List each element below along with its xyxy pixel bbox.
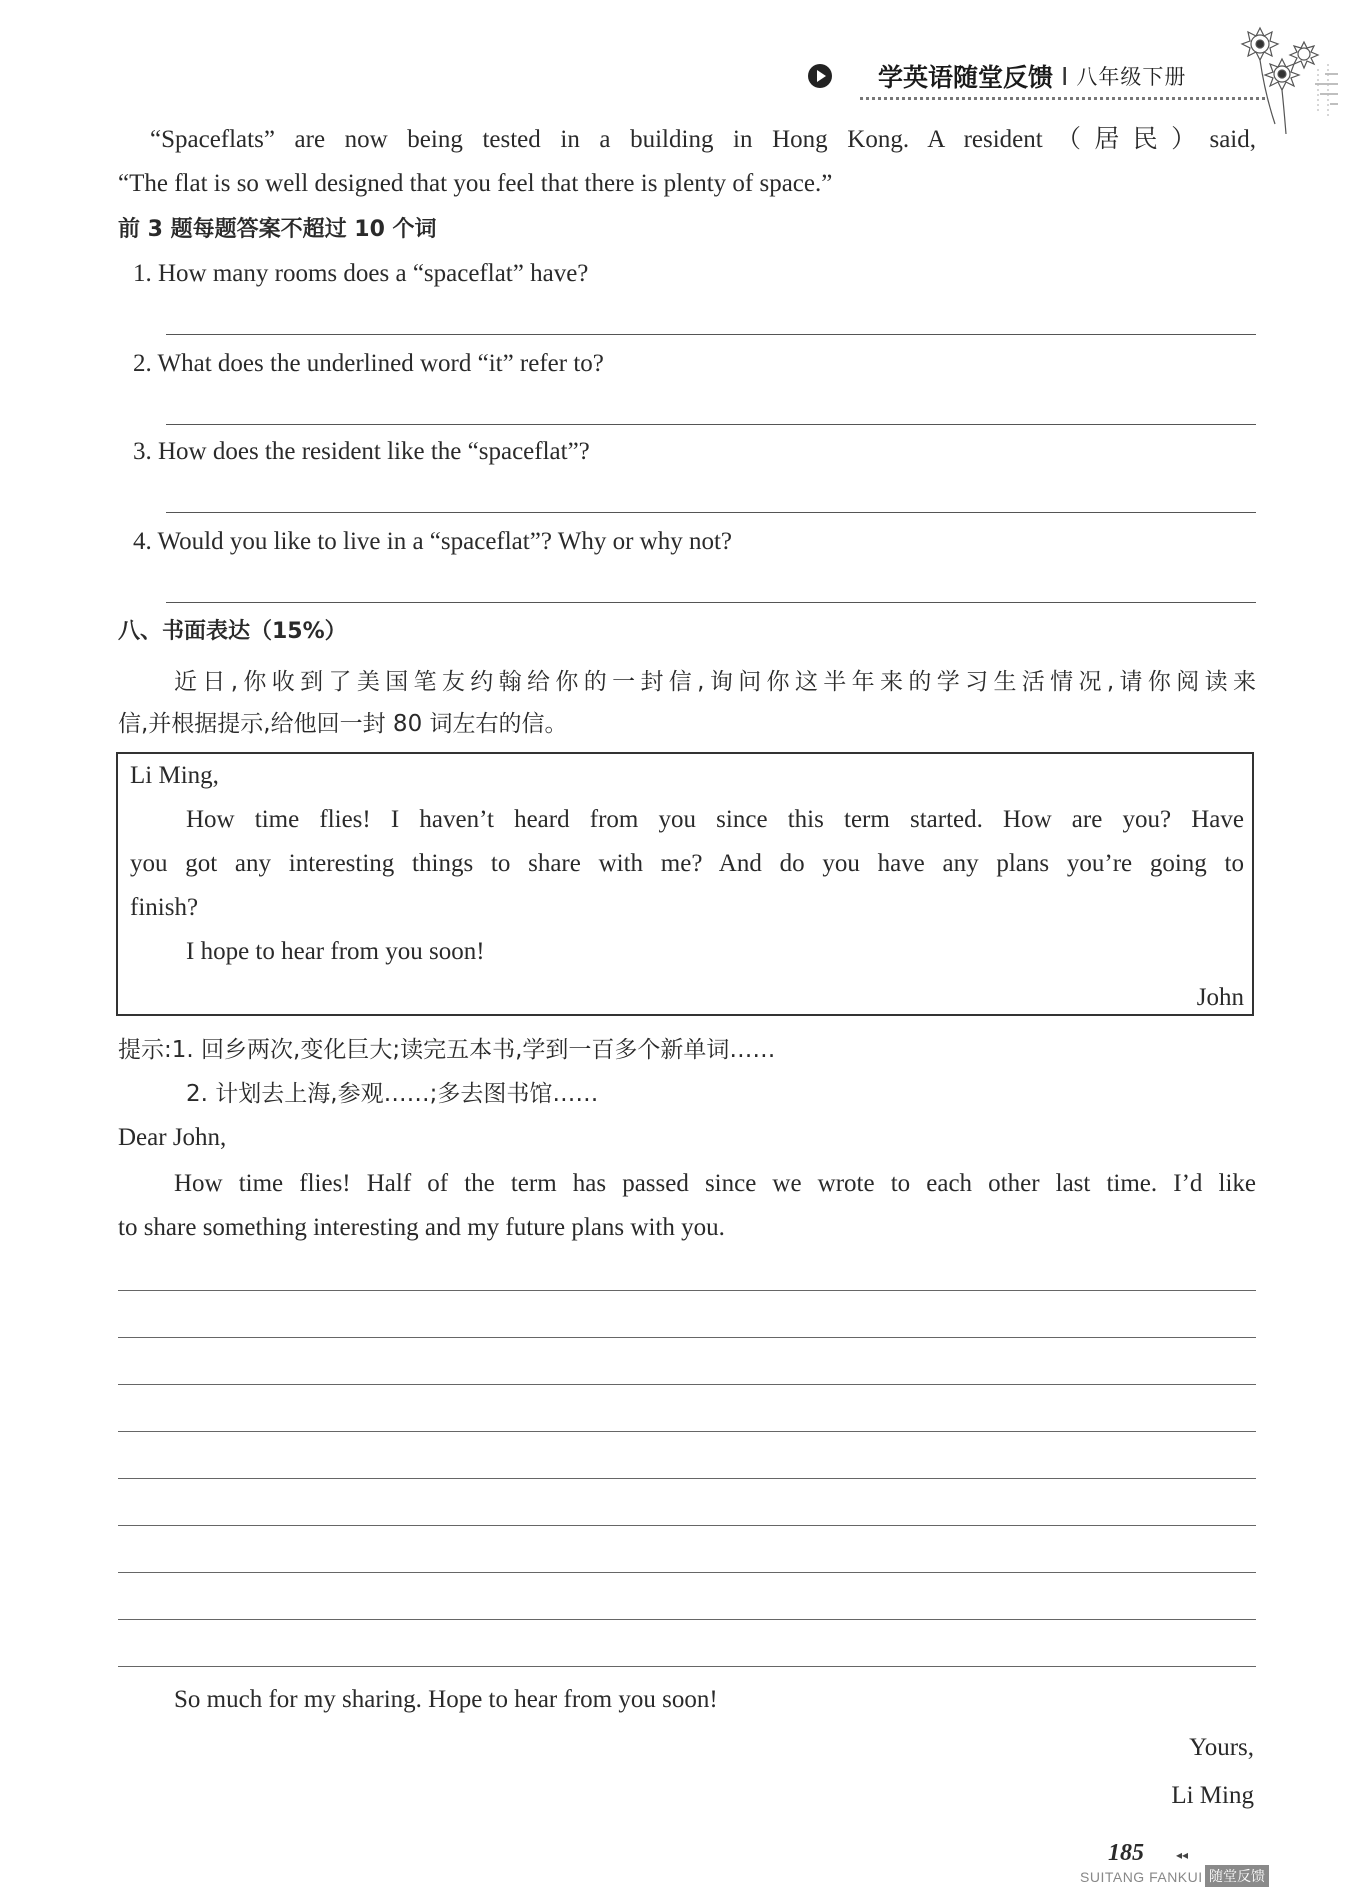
reply-sign-off: Yours, <box>1189 1734 1254 1761</box>
footer-label-en: SUITANG FANKUI <box>1080 1869 1203 1885</box>
answer-line-3[interactable] <box>166 512 1256 513</box>
passage-line-1: “Spaceflats” are now being tested in a building in Hong Kong. A resident（居民）said, <box>150 126 1256 153</box>
grade-label: 八年级下册 <box>1076 65 1187 89</box>
question-instruction: 前 3 题每题答案不超过 10 个词 <box>118 217 437 242</box>
letter-greeting: Li Ming, <box>130 762 219 789</box>
reply-opening-line-1: How time flies! Half of the term has passed since we wrote to each other last time. I’d like <box>174 1170 1256 1197</box>
letter-body-line-1: How time flies! I haven’t heard from you since this term started. How are you? Have <box>186 806 1244 833</box>
question-3: 3. How does the resident like the “spaceflat”? <box>133 438 590 465</box>
answer-line-4[interactable] <box>166 602 1256 603</box>
reply-closing: So much for my sharing. Hope to hear from you soon! <box>174 1686 718 1713</box>
writing-line[interactable] <box>118 1290 1256 1291</box>
letter-body-line-4: I hope to hear from you soon! <box>186 938 485 965</box>
play-circle-icon <box>808 64 832 88</box>
question-4: 4. Would you like to live in a “spaceflat”? Why or why not? <box>133 528 732 555</box>
reply-greeting: Dear John, <box>118 1124 227 1151</box>
page-number: 185 <box>1108 1840 1144 1866</box>
answer-line-1[interactable] <box>166 334 1256 335</box>
letter-body-line-3: finish? <box>130 894 199 921</box>
writing-prompt-line-1: 近日,你收到了美国笔友约翰给你的一封信,询问你这半年来的学习生活情况,请你阅读来 <box>174 669 1256 695</box>
writing-line[interactable] <box>118 1525 1256 1526</box>
writing-line[interactable] <box>118 1431 1256 1432</box>
writing-line[interactable] <box>118 1478 1256 1479</box>
writing-line[interactable] <box>118 1384 1256 1385</box>
writing-line[interactable] <box>118 1666 1256 1667</box>
letter-body-line-2: you got any interesting things to share with me? And do you have any plans you’re going to <box>130 850 1244 877</box>
answer-line-2[interactable] <box>166 424 1256 425</box>
header-dotted-rule <box>860 97 1265 100</box>
section-title: 八、书面表达（15%） <box>118 619 347 644</box>
hint-line-2: 2. 计划去上海,参观……;多去图书馆…… <box>186 1081 599 1107</box>
hint-line-1: 提示:1. 回乡两次,变化巨大;读完五本书,学到一百多个新单词…… <box>118 1037 776 1063</box>
double-arrow-left-icon: ◂◂ <box>1176 1848 1189 1862</box>
footer-label-cn: 随堂反馈 <box>1205 1865 1269 1887</box>
question-2: 2. What does the underlined word “it” refer to? <box>133 350 604 377</box>
book-title: 学英语随堂反馈 <box>878 63 1054 92</box>
question-1: 1. How many rooms does a “spaceflat” have? <box>133 260 589 287</box>
writing-line[interactable] <box>118 1337 1256 1338</box>
writing-line[interactable] <box>118 1619 1256 1620</box>
writing-line[interactable] <box>118 1572 1256 1573</box>
reply-opening-line-2: to share something interesting and my future plans with you. <box>118 1214 725 1241</box>
letter-box <box>116 752 1254 1016</box>
letter-signature: John <box>1196 984 1244 1011</box>
passage-line-2: “The flat is so well designed that you feel that there is plenty of space.” <box>118 170 833 197</box>
writing-prompt-line-2: 信,并根据提示,给他回一封 80 词左右的信。 <box>118 711 568 737</box>
reply-name: Li Ming <box>1171 1782 1254 1809</box>
header-separator: I <box>1061 61 1069 91</box>
page-header <box>808 56 1186 96</box>
